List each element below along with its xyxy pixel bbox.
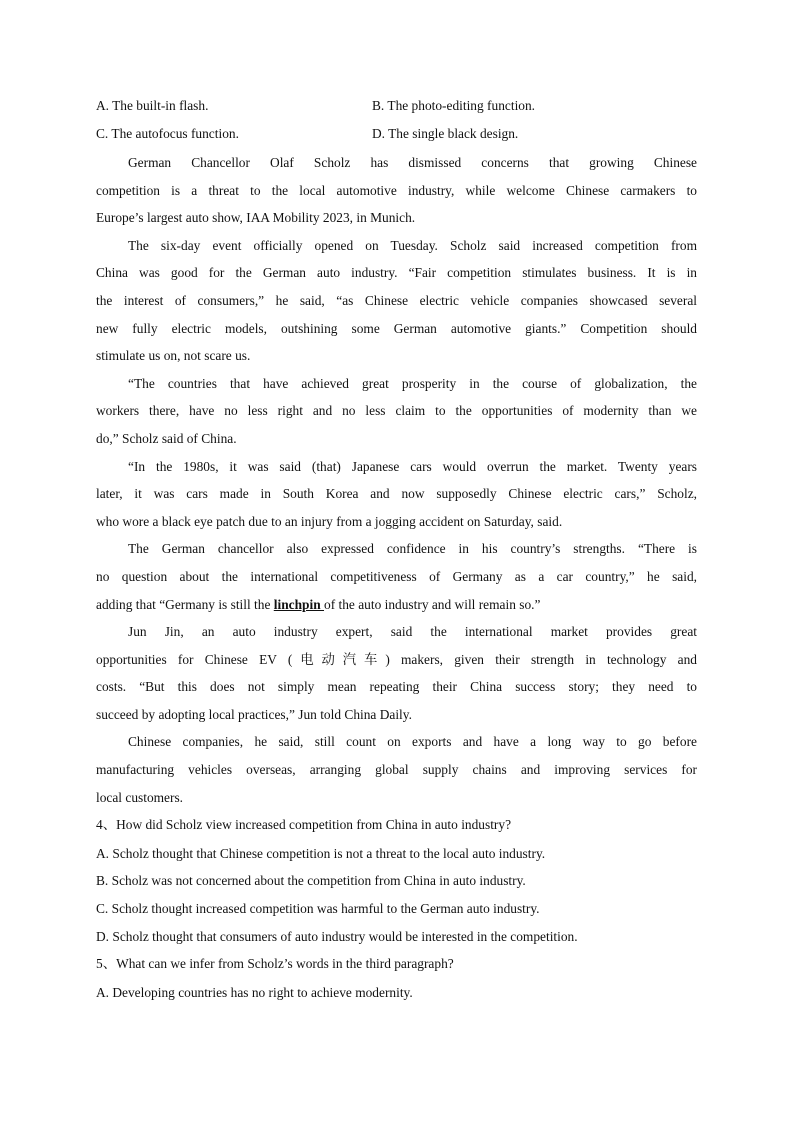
- paragraph-1: [96, 149, 697, 232]
- prev-option-b[interactable]: B. The photo-editing function.: [372, 98, 536, 113]
- text-segment: adding that “Germany is still the: [96, 596, 274, 612]
- paragraph-line: [96, 646, 697, 674]
- paragraph-line: later, it was cars made in South Korea and now supposedly Chinese electric cars,” Scholz,: [96, 486, 697, 502]
- paragraph-line: local customers.: [96, 789, 184, 805]
- document-page: [96, 93, 697, 1006]
- paragraph-2: [96, 232, 697, 370]
- paragraph-line: costs. “But this does not simply mean repeating their China success story; they need to: [96, 679, 697, 695]
- paragraph-line: The German chancellor also expressed confidence in his country’s strengths. “There is: [128, 541, 697, 557]
- paragraph-line: German Chancellor Olaf Scholz has dismissed concerns that growing Chinese: [128, 155, 697, 170]
- prev-options-row-2: [96, 121, 697, 149]
- paragraph-line: “The countries that have achieved great prosperity in the course of globalization, the: [128, 375, 697, 391]
- paragraph-line: Chinese companies, he said, still count on exports and have a long way to go before: [128, 734, 697, 750]
- prev-option-a[interactable]: A. The built-in flash.: [96, 98, 209, 113]
- q4-option-d[interactable]: D. Scholz thought that consumers of auto industry would be interested in the competition.: [96, 928, 578, 944]
- paragraph-7: [96, 728, 697, 811]
- paragraph-line: stimulate us on, not scare us.: [96, 348, 251, 364]
- prev-option-c[interactable]: C. The autofocus function.: [96, 126, 239, 141]
- paragraph-3: [96, 370, 697, 453]
- text-segment: of the auto industry and will remain so.”: [324, 596, 541, 612]
- paragraph-line: the interest of consumers,” he said, “as Chinese electric vehicle companies showcased several: [96, 292, 697, 308]
- paragraph-line: Europe’s largest auto show, IAA Mobility 2023, in Munich.: [96, 210, 416, 226]
- q5-option-a[interactable]: A. Developing countries has no right to achieve modernity.: [96, 984, 413, 1000]
- paragraph-line: Jun Jin, an auto industry expert, said the international market provides great: [128, 624, 697, 640]
- paragraph-line: workers there, have no less right and no less claim to the opportunities of modernity than we: [96, 403, 697, 419]
- prev-options-row-1: [96, 93, 697, 121]
- paragraph-line: manufacturing vehicles overseas, arranging global supply chains and improving services for: [96, 762, 697, 778]
- paragraph-line: do,” Scholz said of China.: [96, 430, 237, 446]
- q4-option-c[interactable]: C. Scholz thought increased competition was harmful to the German auto industry.: [96, 900, 540, 916]
- paragraph-4: [96, 453, 697, 536]
- text-segment: ) makers, given their strength in technology and: [385, 651, 698, 667]
- paragraph-line: who wore a black eye patch due to an injury from a jogging accident on Saturday, said.: [96, 513, 563, 529]
- q4-option-b[interactable]: B. Scholz was not concerned about the competition from China in auto industry.: [96, 873, 526, 889]
- paragraph-6: [96, 618, 697, 728]
- paragraph-line: [96, 591, 697, 619]
- chinese-gloss: 电动汽车: [292, 652, 386, 668]
- text-segment: opportunities for Chinese EV (: [96, 651, 293, 667]
- prev-option-d[interactable]: D. The single black design.: [372, 126, 519, 141]
- paragraph-line: The six-day event officially opened on Tuesday. Scholz said increased competition from: [128, 237, 697, 253]
- paragraph-line: succeed by adopting local practices,” Jun told China Daily.: [96, 706, 412, 722]
- paragraph-line: “In the 1980s, it was said (that) Japanese cars would overrun the market. Twenty years: [128, 458, 697, 474]
- paragraph-5: [96, 535, 697, 618]
- q4-option-a[interactable]: A. Scholz thought that Chinese competition is not a threat to the local auto industry.: [96, 845, 546, 861]
- keyword-linchpin: linchpin: [273, 596, 325, 612]
- paragraph-line: no question about the international competitiveness of Germany as a car country,” he said,: [96, 568, 697, 584]
- paragraph-line: new fully electric models, outshining some German automotive giants.” Competition should: [96, 320, 697, 336]
- paragraph-line: competition is a threat to the local automotive industry, while welcome Chinese carmakers to: [96, 182, 697, 198]
- paragraph-line: China was good for the German auto industry. “Fair competition stimulates business. It is in: [96, 265, 697, 281]
- question-5: 5、What can we infer from Scholz’s words in the third paragraph?: [96, 956, 454, 972]
- question-4: 4、How did Scholz view increased competition from China in auto industry?: [96, 817, 512, 833]
